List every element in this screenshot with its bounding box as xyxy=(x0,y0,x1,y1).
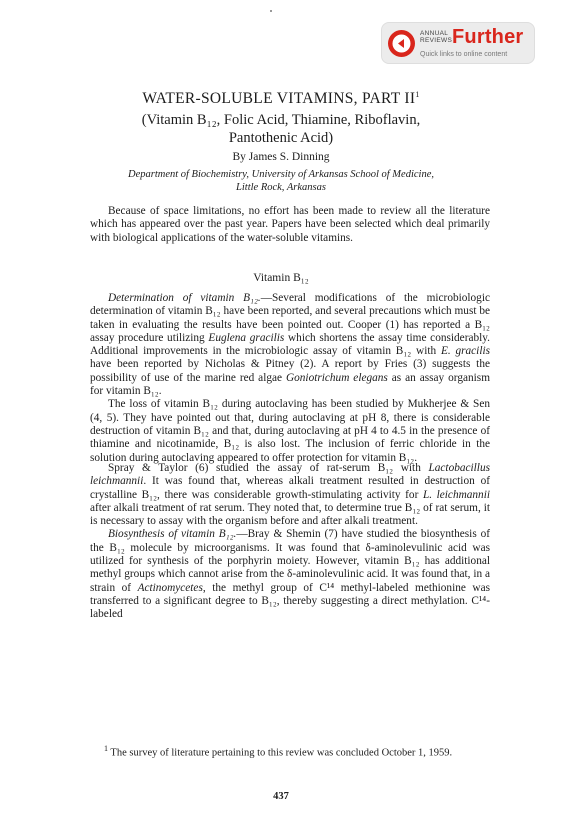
scan-dot xyxy=(270,10,272,12)
organism-name: L. leichmannii xyxy=(422,488,490,501)
text-run: —Bray & Shemin (7) have studied the biosynthesis of the B₁₂ molecule by microorganisms. It was found that δ-aminolevulinic acid was utilized for synthesis of the porphyrin moiety. However, vitamin B₁₂ has additional methyl groups which cannot arise from the δ-aminolevulinic acid. It was found that, in a strain of xyxy=(90,528,490,594)
paragraph-determination xyxy=(90,292,490,398)
paragraph-autoclaving: The loss of vitamin B₁₂ during autoclaving has been studied by Mukherjee & Sen (4, 5). They have pointed out that, during autoclaving at pH 8, there is considerable destruction of vitamin B₁₂ and that, during autoclaving at pH 4 to 4.5 in the presence of thiamine and nicotinamide, B₁₂ is also lost. The inclusion of ferric chloride in the solution during autoclaving appeared to offer protection for vitamin B₁₂. xyxy=(90,398,490,464)
organism-name: E. gracilis xyxy=(440,345,490,358)
intro-paragraph xyxy=(90,205,490,245)
text-run: which shortens the assay time considerably. Additional improvements in the microbiologic assay of vitamin B₁₂ with xyxy=(90,331,490,358)
text-run: Spray & Taylor (6) studied the assay of rat-serum B₁₂ with xyxy=(108,462,429,474)
organism-name: Actinomycetes xyxy=(137,581,203,594)
subtitle-line1: (Vitamin B₁₂, Folic Acid, Thiamine, Riboflavin, xyxy=(141,112,421,128)
article-title xyxy=(0,90,562,108)
subtitle-line2: Pantothenic Acid) xyxy=(228,130,334,146)
text-run: as an assay organism for vitamin B₁₂. xyxy=(90,371,490,398)
badge-tagline[interactable]: Quick links to online content xyxy=(420,51,508,58)
text-run: —Several modifications of the microbiologic determination of vitamin B₁₂ have been reported, and several precautions which must be taken in evaluating the results have been pointed out. Cooper (1) has reported a B₁₂ assay procedure utilizing xyxy=(90,292,490,344)
badge-brand: Further xyxy=(452,26,524,48)
text-run: have been reported by Nicholas & Pitney (2). A report by Fries (3) suggests the possibility of use of the marine red algae xyxy=(90,358,490,384)
paragraph-heading: Determination of vitamin B₁₂. xyxy=(108,292,261,304)
paragraph-heading: Biosynthesis of vitamin B₁₂. xyxy=(108,528,237,541)
paragraph-biosynthesis xyxy=(90,528,490,621)
body-block-2 xyxy=(90,462,490,622)
text-run: after alkali treatment of rat serum. They noted that, to determine true B₁₂ of rat serum, it is necessary to assay with the organism before and after alkali treatment. xyxy=(90,501,490,528)
title-text: WATER-SOLUBLE VITAMINS, PART II xyxy=(142,90,416,108)
footnote-mark: 1 xyxy=(104,744,108,753)
affiliation-line2: Little Rock, Arkansas xyxy=(236,182,326,193)
intro-text: Because of space limitations, no effort has been made to review all the literature which has appeared over the past year. Papers have been selected which deal primarily with biological applications of the water-soluble vitamins. xyxy=(90,205,490,244)
organism-name: Lactobacillus leichmannii xyxy=(90,462,490,488)
footnote xyxy=(90,744,500,759)
paragraph-rat-serum xyxy=(90,462,490,528)
organism-name: Euglena gracilis xyxy=(208,331,285,344)
author-byline: By James S. Dinning xyxy=(232,151,330,163)
footnote-text: The survey of literature pertaining to this review was concluded October 1, 1959. xyxy=(108,747,453,759)
title-footnote-mark[interactable]: 1 xyxy=(415,90,420,99)
text-run: . It was found that, whereas alkali treatment resulted in destruction of crystalline B₁₂, there was considerable growth-stimulating activity for xyxy=(90,475,490,501)
text-run: , the methyl group of C¹⁴ methyl-labeled methionine was transferred to a significant degree to B₁₂, thereby suggesting a direct methylation. C¹⁴-labeled xyxy=(90,581,490,621)
affiliation-line1: Department of Biochemistry, University of Arkansas School of Medicine, xyxy=(127,169,434,180)
body-block-1 xyxy=(90,292,490,465)
badge-line2: REVIEWS xyxy=(420,37,453,44)
play-arrow-icon[interactable] xyxy=(388,30,415,57)
annual-reviews-further-badge[interactable] xyxy=(381,22,535,64)
badge-line1: ANNUAL xyxy=(420,30,449,37)
section-heading: Vitamin B₁₂ xyxy=(253,272,309,284)
organism-name: Goniotrichum elegans xyxy=(285,371,388,384)
badge-publisher xyxy=(420,30,452,44)
page-number: 437 xyxy=(273,791,289,802)
